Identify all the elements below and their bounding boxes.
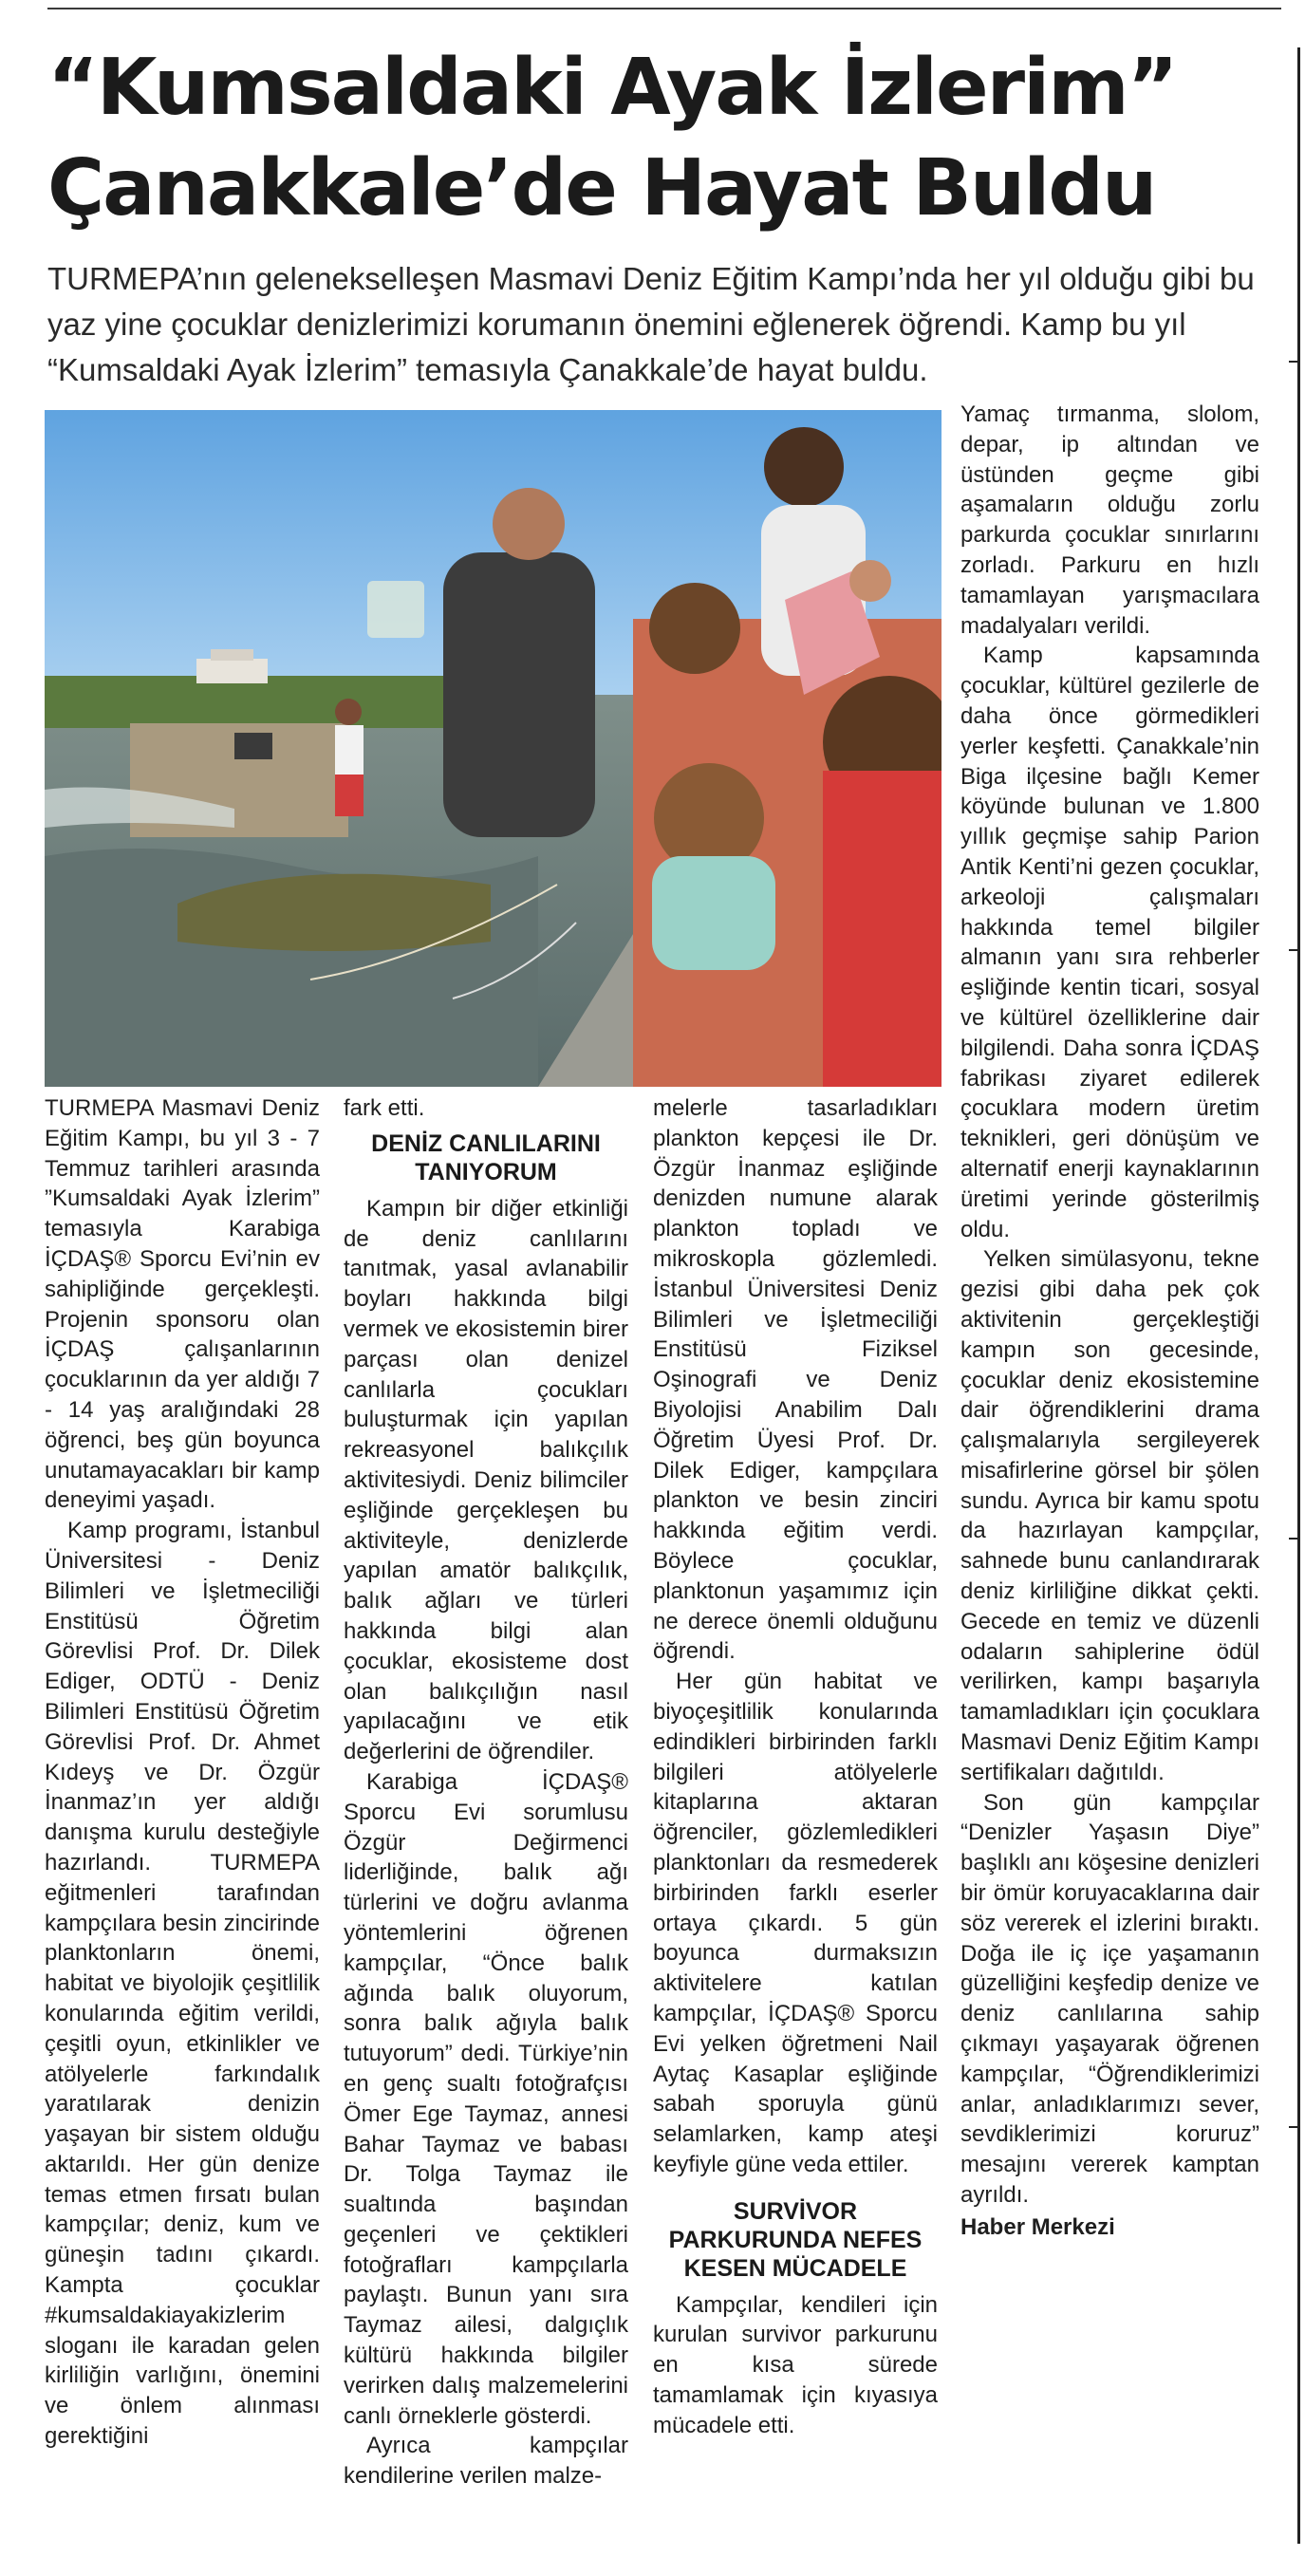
edge-tick [1289, 2126, 1298, 2128]
edge-tick [1289, 949, 1298, 951]
body-paragraph: Kampçılar, kendileri için kurulan survivor parkurunu en kısa sürede tamamlamak için kıyasıya mücadele etti. [653, 2291, 938, 2438]
column-1 [45, 1093, 320, 2452]
body-paragraph: TURMEPA Masmavi Deniz Eğitim Kampı, bu yıl 3 - 7 Temmuz tarihleri arasında ”Kumsaldaki Ayak İzlerim” temasıyla Karabiga İÇDAŞ® Sporcu Evi’nin ev sahipliğinde gerçekleşti. Projenin sponsoru olan İÇDAŞ çalışanlarının çocuklarının da yer aldığı 7 - 14 yaş aralığındaki 28 öğrenci, beş gün boyunca unutamayacakları bir kamp deneyimi yaşadı. [45, 1095, 320, 1514]
byline: Haber Merkezi [960, 2213, 1115, 2240]
lead-paragraph: TURMEPA’nın gelenekselleşen Masmavi Deniz Eğitim Kampı’nda her yıl olduğu gibi bu yaz yine çocuklar denizlerimizi korumanın önemini eğlenerek öğrendi. Kamp bu yıl “Kumsaldaki Ayak İzlerim” temasıyla Çanakkale’de hayat buldu. [47, 261, 1255, 387]
headline-line-2: Çanakkale’de Hayat Buldu [47, 143, 1156, 233]
body-paragraph: Yelken simülasyonu, tekne gezisi gibi daha pek çok aktivitenin gerçekleştiği kampın son gecesinde, çocuklar deniz ekosistemine dair öğrendiklerini drama çalışmalarıyla sergileyerek misafirlerine görsel bir şölen sundu. Ayrıca bir kamu spotu da hazırlayan kampçılar, sahnede bunu canlandırarak deniz kirliliğine dikkat çekti. Gecede en temiz ve düzenli odaların sahiplerine ödül verilirken, kampı başarıyla tamamladıkları için çocuklara Masmavi Deniz Eğitim Kampı sertifikaları dağıtıldı. [960, 1246, 1259, 1785]
body-paragraph: Yamaç tırmanma, slolom, depar, ip altından ve üstünden geçme gibi aşamaların olduğu zorlu parkurda çocuklar sınırlarını zorladı. Parkuru en hızlı tamamlayan yarışmacılara madalyaları verildi. [960, 401, 1259, 639]
body-paragraph: fark etti. [344, 1095, 425, 1121]
page-edge-rule [1297, 47, 1300, 2544]
headline-line-1: “Kumsaldaki Ayak İzlerim” [47, 43, 1177, 133]
subheading-deniz-canlilarini: DENİZ CANLILARINI TANIYORUM [371, 1129, 601, 1185]
body-paragraph: melerle tasarladıkları plankton kepçesi ile Dr. Özgür İnanmaz eşliğinde denizden numune alarak plankton topladı ve mikroskopla gözlemledi. İstanbul Üniversitesi Deniz Bilimleri ve İşletmeciliği Enstitüsü Fiziksel Oşinografi ve Deniz Biyolojisi Anabilim Dalı Öğretim Üyesi Prof. Dr. Dilek Ediger, kampçılara plankton ve besin zinciri hakkında eğitim verdi. Böylece çocuklar, planktonun yaşamımız için ne derece önemli olduğunu öğrendi. [653, 1095, 938, 1665]
body-paragraph: Son gün kampçılar “Denizler Yaşasın Diye” başlıklı anı köşesine denizleri bir ömür koruyacaklarına dair söz vererek el izlerini bıraktı. Doğa ile iç içe yaşamanın güzelliğini keşfedip denize ve deniz canlılarına sahip çıkmayı yaşayarak öğrenen kampçılar, “Öğrendiklerimizi anlar, anladıklarımızı sever, sevdiklerimizi koruruz” mesajını vererek kamptan ayrıldı. [960, 1789, 1259, 2209]
edge-tick [1289, 1538, 1298, 1540]
headline [47, 38, 1272, 239]
top-rule [47, 8, 1281, 9]
column-2 [344, 1093, 628, 2492]
subheading-survivor: SURVİVOR PARKURUNDA NEFES KESEN MÜCADELE [668, 2197, 923, 2282]
column-4 [960, 400, 1259, 2243]
edge-tick [1289, 361, 1298, 363]
body-paragraph: Kampın bir diğer etkinliği de deniz canlılarını tanıtmak, yasal avlanabilir boyları hakkında bilgi vermek ve ekosistemin birer parçası olan denizel canlılarla çocukları buluşturmak için yapılan rekreasyonel balıkçılık aktivitesiydi. Deniz bilimciler eşliğinde gerçekleşen bu aktiviteyle, denizlerde yapılan amatör balıkçılık, balık ağları ve türleri hakkında bilgi alan çocuklar, ekosisteme dost olan balıkçılığın nasıl yapılacağını ve etik değerlerini de öğrendiler. [344, 1195, 628, 1765]
body-paragraph: Kamp programı, İstanbul Üniversitesi - Deniz Bilimleri ve İşletmeciliği Enstitüsü Öğretim Görevlisi Prof. Dr. Dilek Ediger, ODTÜ - Deniz Bilimleri Enstitüsü Öğretim Görevlisi Prof. Dr. Ahmet Kıdeyş ve Dr. Özgür İnanmaz’ın yer aldığı danışma kurulu desteğiyle hazırlandı. TURMEPA eğitmenleri tarafından kampçılara besin zincirinde planktonların önemi, habitat ve biyolojik çeşitlilik konularında eğitim verildi, çeşitli oyun, etkinlikler ve atölyelerle farkındalık yaratılarak denizin yaşayan bir sistem olduğu aktarıldı. Her gün denize temas etmen fırsatı bulan kampçılar; deniz, kum ve güneşin tadını çıkardı. Kampta çocuklar #kumsaldakiayakizlerim sloganı ile karadan gelen kirliliğin varlığını, önemini ve önlem alınması gerektiğini [45, 1518, 320, 2450]
body-paragraph: Kamp kapsamında çocuklar, kültürel gezilerle de daha önce görmedikleri yerler keşfetti. Çanakkale’nin Biga ilçesine bağlı Kemer köyünde bulunan ve 1.800 yıllık geçmişe sahip Parion Antik Kenti’ni gezen çocuklar, arkeoloji çalışmaları hakkında temel bilgiler almanın yanı sıra rehberler eşliğinde kentin ticari, sosyal ve kültürel özelliklerine dair bilgilendi. Daha sonra İÇDAŞ fabrikası ziyaret edilerek çocuklara modern üretim teknikleri, geri dönüşüm ve alternatif enerji kaynaklarının üretimi yerinde gösterilmiş oldu. [960, 643, 1259, 1242]
body-paragraph: Karabiga İÇDAŞ® Sporcu Evi sorumlusu Özgür Değirmenci liderliğinde, balık ağı türlerini ve doğru avlanma yöntemlerini öğrenen kampçılar, “Önce balık ağında balık oluyorum, sonra balık ağıyla balık tutuyorum” dedi. Türkiye’nin en genç sualtı fotoğrafçısı Ömer Ege Taymaz, annesi Bahar Taymaz ve babası Dr. Tolga Taymaz ile sualtında başından geçenleri ve çektikleri fotoğrafları kampçılarla paylaştı. Bunun yanı sıra Taymaz ailesi, dalgıçlık kültürü hakkında bilgiler verirken dalış malzemelerini canlı örneklerle gösterdi. [344, 1768, 628, 2429]
photo-children-on-pier-icon [45, 410, 941, 1087]
body-paragraph: Her gün habitat ve biyoçeşitlilik konularında edindikleri birbirinden farklı bilgileri atölyelerle kitaplarına aktaran öğrenciler, gözlemledikleri planktonları da resmederek birbirinden farklı eserler ortaya çıkardı. 5 gün boyunca durmaksızın aktivitelere katılan kampçılar, İÇDAŞ® Sporcu Evi yelken öğretmeni Nail Aytaç Kasaplar eşliğinde sabah sporuyla günü selamlarken, kamp ateşi keyfiyle güne veda ettiler. [653, 1669, 938, 2177]
body-paragraph: Ayrıca kampçılar kendilerine verilen malze- [344, 2433, 628, 2490]
column-3 [653, 1093, 938, 2441]
